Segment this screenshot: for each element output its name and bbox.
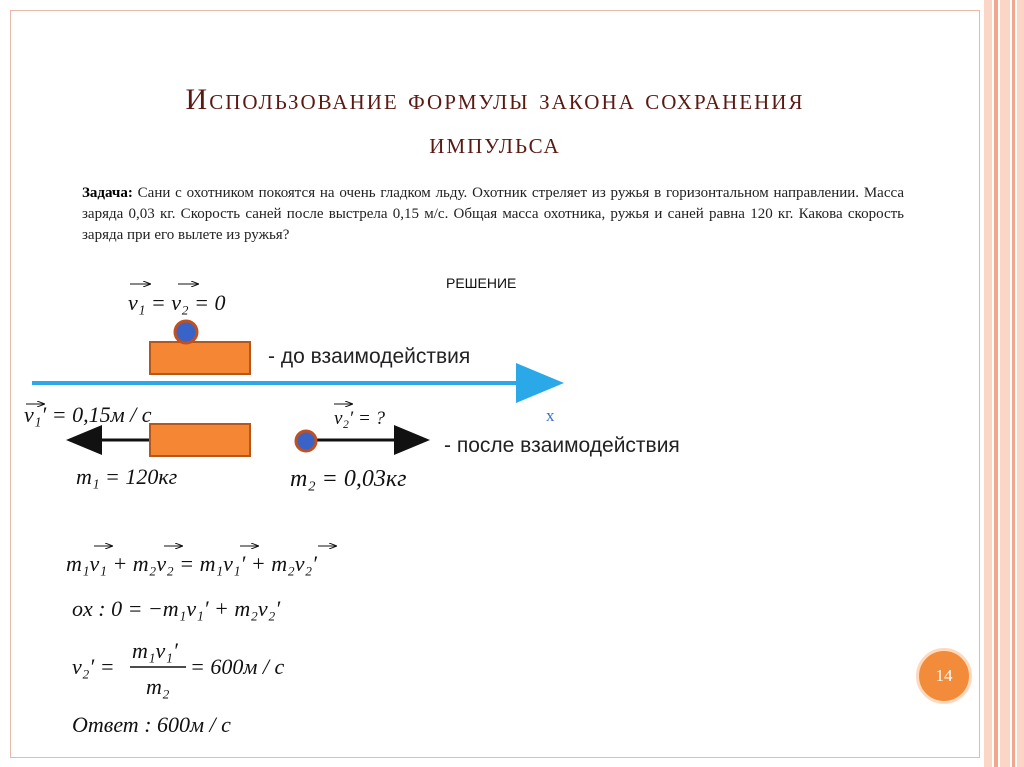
formula-v2-numerator: m₁ν₁′ (132, 638, 178, 663)
page-number-badge: 14 (916, 648, 972, 704)
formula-projection: ox : 0 = −m₁ν₁′ + m₂ν₂′ (72, 596, 281, 621)
formula-answer: Ответ : 600м / с (72, 712, 231, 737)
formula-v1-after: ν₁′ = 0,15м / с (24, 402, 152, 427)
title-line-2: импульса (429, 127, 561, 160)
formula-v2-after: ν₂′ = ? (334, 408, 386, 429)
bullet-before (175, 321, 197, 343)
title-line-1: Использование формулы закона сохранения (185, 83, 805, 116)
formula-v2-right: = 600м / с (190, 654, 285, 679)
after-interaction-label: - после взаимодействия (444, 434, 680, 457)
formula-v-before: ν₁ = ν₂ = 0 (128, 290, 226, 315)
solution-heading: РЕШЕНИЕ (446, 275, 517, 291)
formula-m2: m₂ = 0,03кг (290, 466, 407, 492)
sled-after (150, 424, 250, 456)
task-body: Сани с охотником покоятся на очень гладком льду. Охотник стреляет из ружья в горизонтальном направлении. Масса заряда 0,03 кг. Скорость саней после выстрела 0,15 м/с. Общая масса охотника, ружья и саней равна 120 кг. Какова скорость заряда при его вылете из ружья? (82, 185, 904, 243)
x-axis-label: x (546, 406, 555, 425)
before-interaction-label: - до взаимодействия (268, 345, 471, 368)
sled-before (150, 342, 250, 374)
formula-m1: m₁ = 120кг (76, 464, 178, 489)
task-label: Задача: (82, 185, 133, 201)
formula-v2-denominator: m₂ (146, 674, 170, 699)
formula-conservation: m₁ν₁ + m₂ν₂ = m₁ν₁′ + m₂ν₂′ (66, 551, 317, 576)
formula-v2-left: ν₂′ = (72, 654, 115, 679)
bullet-after (296, 431, 316, 451)
